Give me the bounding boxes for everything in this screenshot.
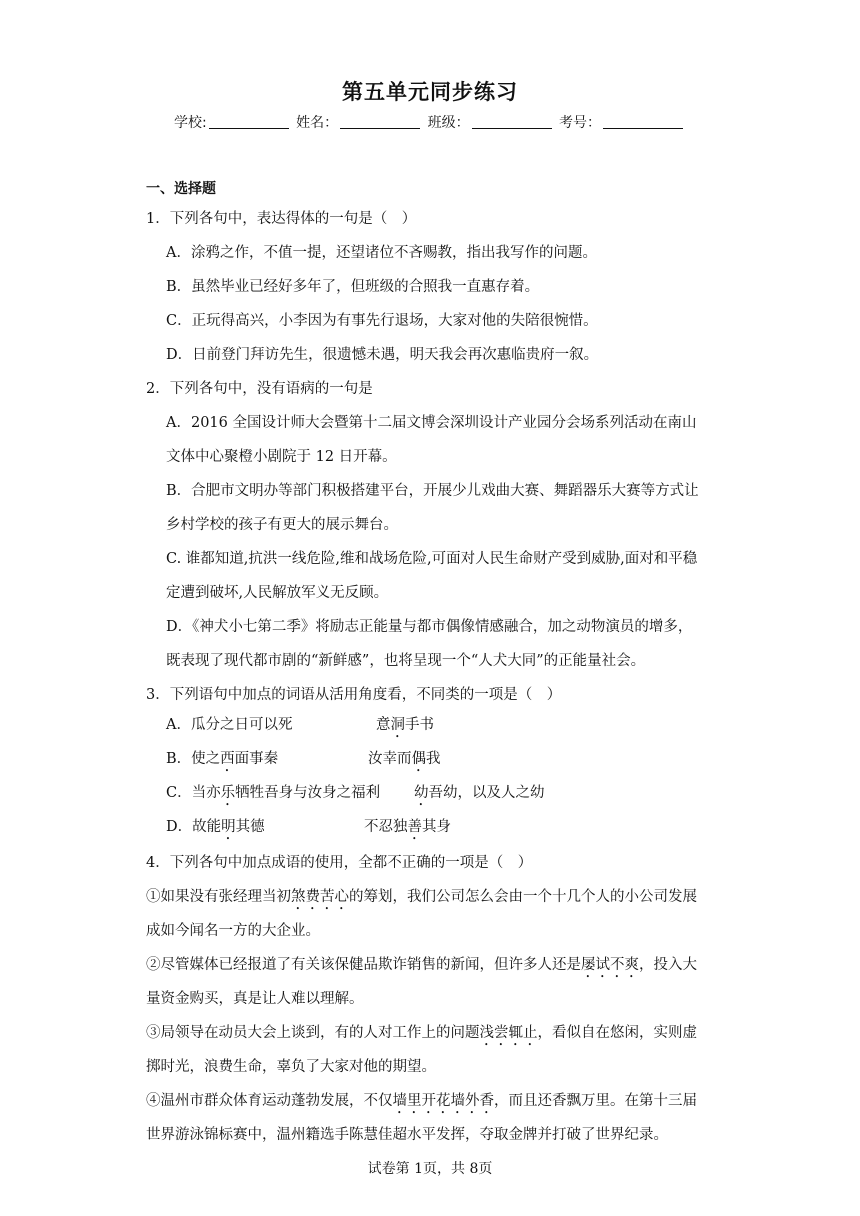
dotted-word: 西 — [220, 751, 235, 767]
dotted-idiom: 浅尝辄止 — [479, 1025, 538, 1041]
question-1-option-b[interactable]: B．虽然毕业已经好多年了，但班级的合照我一直惠存着。 — [166, 279, 540, 295]
class-blank[interactable] — [472, 114, 552, 129]
dotted-word: 洞 — [390, 717, 405, 733]
page-footer: 试卷第 1页，共 8页 — [367, 1161, 493, 1177]
option-a-left: A．瓜分之日可以死 — [166, 717, 293, 733]
question-2-option-d-cont: 既表现了现代都市剧的“新鲜感”，也将呈现一个“人犬大同”的正能量社会。 — [166, 653, 646, 669]
school-blank[interactable] — [209, 114, 289, 129]
text-segment: B．使之 — [166, 751, 221, 767]
text-segment: 我 — [426, 751, 441, 767]
class-label: 班级： — [427, 115, 470, 131]
question-2-option-b[interactable]: B．合肥市文明办等部门积极搭建平台，开展少儿戏曲大赛、舞蹈器乐大赛等方式让 — [166, 483, 699, 499]
text-segment: ①如果没有张经理当初 — [146, 889, 291, 905]
name-blank[interactable] — [340, 114, 420, 129]
question-4-sentence-2-cont: 量资金购买，真是让人难以理解。 — [146, 991, 364, 1007]
question-3-stem: 3．下列语句中加点的词语从活用角度看，不同类的一项是（ ） — [146, 687, 562, 703]
text-segment: ②尽管媒体已经报道了有关该保健品欺诈销售的新闻，但许多人还是 — [146, 957, 581, 973]
text-segment: 其身 — [422, 819, 451, 835]
question-2-option-a-cont: 文体中心聚橙小剧院于 12 日开幕。 — [166, 449, 397, 465]
section-heading: 一、选择题 — [146, 181, 216, 197]
text-segment: C．当亦 — [166, 785, 221, 801]
question-3-option-b-right — [368, 747, 441, 775]
text-segment: 的筹划，我们公司怎么会由一个十几个人的小公司发展 — [349, 889, 697, 905]
question-2-option-c-cont: 定遭到破坏,人民解放军义无反顾。 — [166, 585, 389, 601]
text-segment: ，看似自在悠闲，实则虚 — [537, 1025, 697, 1041]
text-segment: 意 — [376, 717, 391, 733]
dotted-word: 偶 — [411, 751, 426, 767]
dotted-word: 明 — [221, 819, 236, 835]
question-2-option-c[interactable]: C. 谁都知道,抗洪一线危险,维和战场危险,可面对人民生命财产受到威胁,面对和平稳 — [166, 551, 698, 567]
question-4-sentence-4-cont: 世界游泳锦标赛中，温州籍选手陈慧佳超水平发挥，夺取金牌并打破了世界纪录。 — [146, 1127, 668, 1143]
exam-number-label: 考号： — [559, 115, 602, 131]
question-3-option-a[interactable] — [166, 713, 292, 734]
question-3-option-c-right — [414, 781, 545, 809]
question-1-option-a[interactable]: A．涂鸦之作，不值一提，还望诸位不吝赐教，指出我写作的问题。 — [166, 245, 597, 261]
text-segment: 不忍独 — [364, 819, 408, 835]
school-label: 学校: — [173, 115, 207, 131]
name-label: 姓名： — [296, 115, 339, 131]
question-2-option-a[interactable]: A．2016 全国设计师大会暨第十二届文博会深圳设计产业园分会场系列活动在南山 — [166, 415, 697, 431]
question-1-stem: 1．下列各句中，表达得体的一句是（ ） — [146, 211, 417, 227]
question-2-option-b-cont: 乡村学校的孩子有更大的展示舞台。 — [166, 517, 398, 533]
text-segment: 牺牲吾身与汝身之福利 — [235, 785, 381, 801]
question-4-sentence-4 — [146, 1089, 697, 1117]
dotted-idiom: 煞费苦心 — [291, 889, 349, 905]
question-4-sentence-3 — [146, 1021, 697, 1049]
question-4-stem: 4．下列各句中加点成语的使用，全都不正确的一项是（ ） — [146, 855, 533, 871]
question-4-sentence-3-cont: 掷时光，浪费生命，辜负了大家对他的期望。 — [146, 1059, 436, 1075]
page-title: 第五单元同步练习 — [342, 80, 518, 104]
text-segment: ④温州市群众体育运动蓬勃发展，不仅 — [146, 1093, 393, 1109]
question-3-option-b[interactable] — [166, 747, 278, 775]
text-segment: ，投入大 — [639, 957, 697, 973]
question-3-option-a-right — [376, 713, 434, 741]
question-3-option-c[interactable] — [166, 781, 380, 809]
student-info-line — [0, 112, 860, 132]
dotted-idiom: 屡试不爽 — [581, 957, 639, 973]
dotted-word: 乐 — [220, 785, 236, 801]
dotted-idiom: 墙里开花墙外香 — [392, 1093, 494, 1109]
text-segment: ③局领导在动员大会上谈到，有的人对工作上的问题 — [146, 1025, 480, 1041]
question-2-stem: 2．下列各句中，没有语病的一句是 — [146, 381, 373, 397]
question-1-option-c[interactable]: C．正玩得高兴，小李因为有事先行退场，大家对他的失陪很惋惜。 — [166, 313, 598, 329]
text-segment: ，而且还香飘万里。在第十三届 — [494, 1093, 697, 1109]
question-4-sentence-2 — [146, 953, 697, 981]
text-segment: 其德 — [235, 819, 265, 835]
text-segment: D．故能 — [166, 819, 222, 835]
text-segment: 汝幸而 — [368, 751, 412, 767]
question-2-option-d[interactable]: D．《神犬小七第二季》将励志正能量与都市偶像情感融合，加之动物演员的增多， — [166, 619, 693, 635]
question-1-option-d[interactable]: D．日前登门拜访先生，很遗憾未遇，明天我会再次惠临贵府一叙。 — [166, 347, 599, 363]
text-segment: 面事秦 — [234, 751, 279, 767]
dotted-word: 幼 — [414, 785, 429, 801]
question-3-option-d-right — [364, 815, 451, 843]
exam-number-blank[interactable] — [603, 114, 683, 129]
text-segment: 手书 — [405, 717, 434, 733]
question-4-sentence-1-cont: 成如今闻名一方的大企业。 — [146, 923, 320, 939]
question-3-option-d[interactable] — [166, 815, 265, 843]
dotted-word: 善 — [407, 819, 422, 835]
text-segment: 吾幼，以及人之幼 — [428, 785, 545, 801]
question-4-sentence-1 — [146, 885, 697, 913]
